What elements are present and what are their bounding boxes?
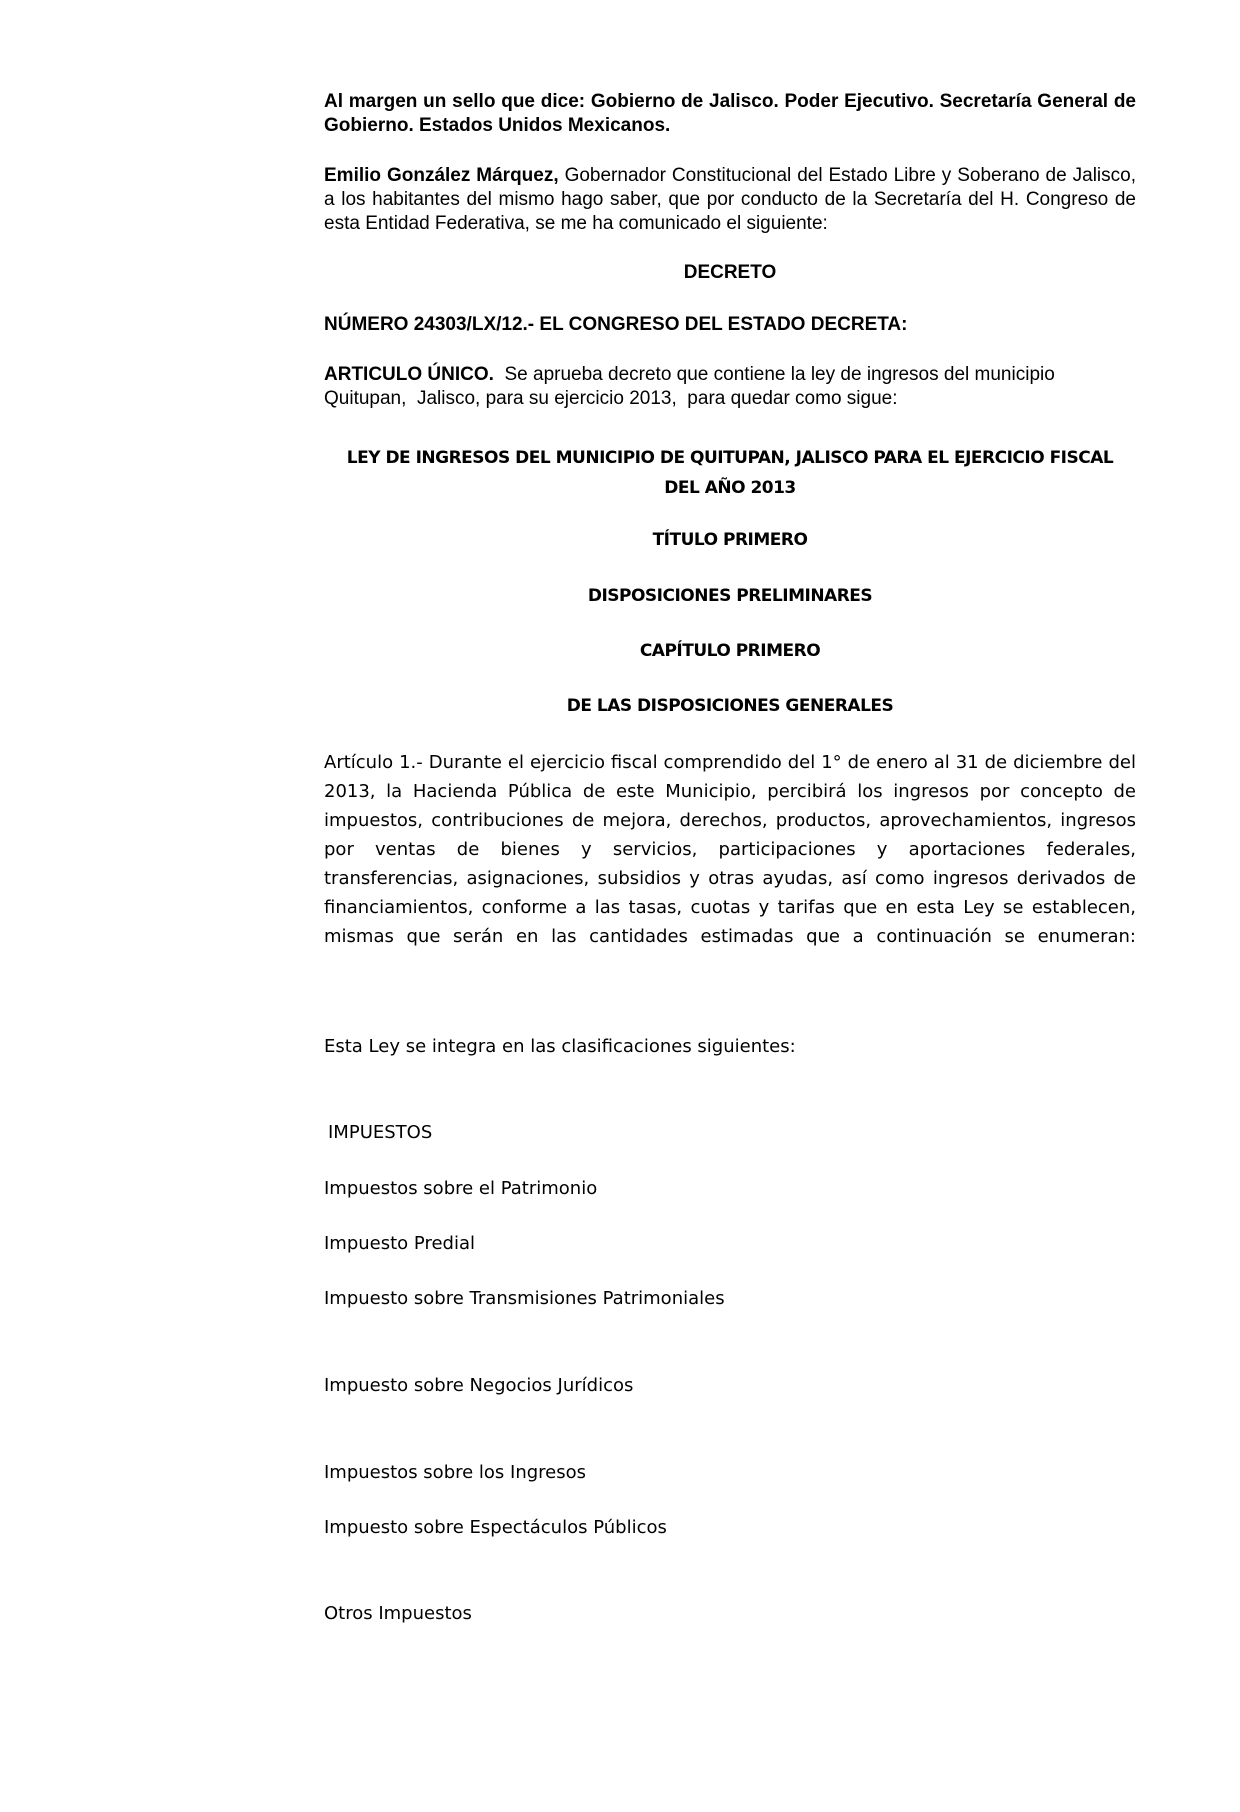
disposiciones-heading: DISPOSICIONES PRELIMINARES (587, 586, 873, 606)
impuestos-header: IMPUESTOS (328, 1122, 433, 1143)
list-item: Impuesto sobre Transmisiones Patrimoniales (324, 1288, 725, 1309)
decreto-heading: DECRETO (683, 262, 777, 283)
articulo-unico-text: Se aprueba decreto que contiene la ley de ingresos del municipio Quitupan, Jalisco, para su ejercicio 2013, para quedar como sigue: (324, 364, 1061, 409)
titulo-heading: TÍTULO PRIMERO (652, 530, 808, 550)
intro-paragraph (324, 164, 1136, 236)
list-item: Impuesto sobre Negocios Jurídicos (324, 1375, 634, 1396)
seal-note: Al margen un sello que dice: Gobierno de Jalisco. Poder Ejecutivo. Secretaría General de Gobierno. Estados Unidos Mexicanos. (324, 91, 1136, 136)
list-item: Impuesto Predial (324, 1233, 475, 1254)
law-title-line-1: LEY DE INGRESOS DEL MUNICIPIO DE QUITUPAN, JALISCO PARA EL EJERCICIO FISCAL (346, 448, 1114, 468)
list-item: Impuesto sobre Espectáculos Públicos (324, 1517, 667, 1538)
decreto-number: NÚMERO 24303/LX/12.- EL CONGRESO DEL ESTADO DECRETA: (324, 314, 908, 335)
articulo-unico-label: ARTICULO ÚNICO. (324, 364, 494, 385)
list-item: Impuestos sobre el Patrimonio (324, 1178, 598, 1199)
list-item: Otros Impuestos (324, 1603, 472, 1624)
law-title (324, 443, 1136, 503)
articulo-unico-paragraph (324, 363, 1136, 411)
articulo-1-paragraph: Artículo 1.- Durante el ejercicio fiscal comprendido del 1° de enero al 31 de diciembre del 2013, la Hacienda Pública de este Municipio, percibirá los ingresos por concepto de impuestos, contribuciones de mejora, derechos, productos, aprovechamientos, ingresos por ventas de bienes y servicios, participaciones y aportaciones federales, transferencias, asignaciones, subsidios y otras ayudas, así como ingresos derivados de financiamientos, conforme a las tasas, cuotas y tarifas que en esta Ley se establecen, mismas que serán en las cantidades estimadas que a continuación se enumeran: (324, 752, 1136, 947)
governor-name: Emilio González Márquez, (324, 165, 559, 186)
intro-text: Gobernador Constitucional del Estado Libre y Soberano de Jalisco, a los habitantes del mismo hago saber, que por conducto de la Secretaría del H. Congreso de esta Entidad Federativa, se me ha comunicado el siguiente: (324, 165, 1136, 234)
law-title-line-2: DEL AÑO 2013 (664, 478, 796, 498)
list-item: Impuestos sobre los Ingresos (324, 1462, 587, 1483)
disposiciones-generales-heading: DE LAS DISPOSICIONES GENERALES (566, 696, 894, 716)
capitulo-heading: CAPÍTULO PRIMERO (639, 641, 821, 661)
integra-text: Esta Ley se integra en las clasificaciones siguientes: (324, 1036, 796, 1057)
